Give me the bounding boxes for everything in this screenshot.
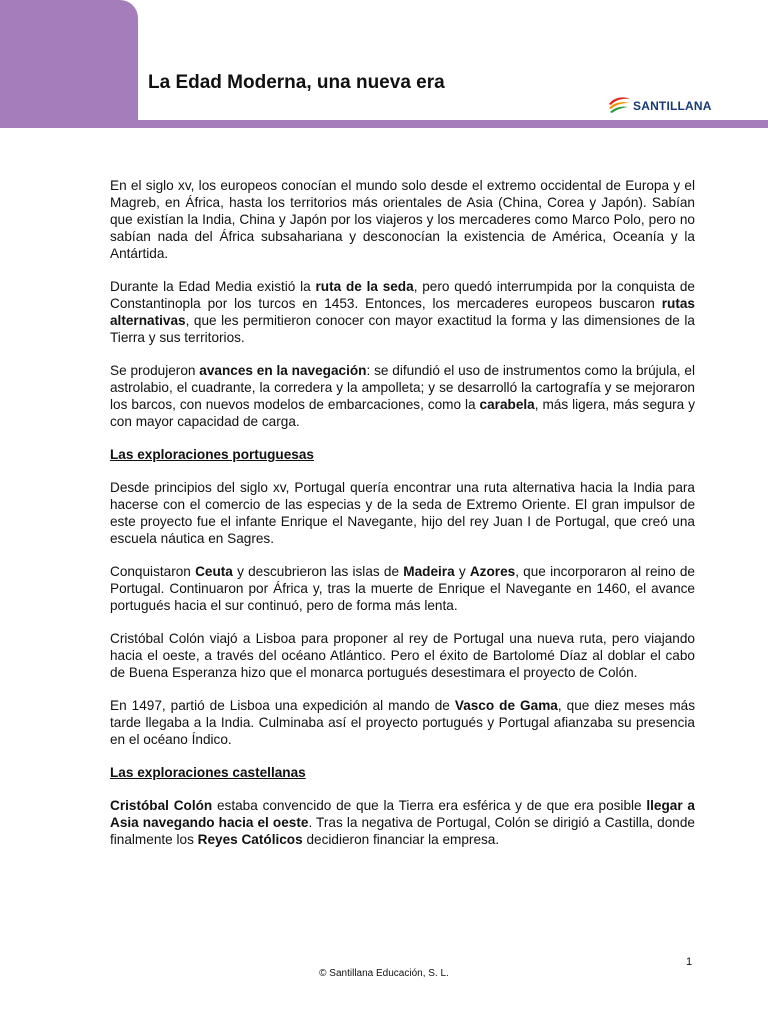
bold-text: Azores <box>469 564 516 579</box>
section-heading-portuguesas: Las exploraciones portuguesas <box>110 447 314 462</box>
bold-text: llegar a Asia navegando hacia el oeste <box>110 798 695 830</box>
document-body <box>110 177 695 864</box>
logo-text: SANTILLANA <box>633 99 712 113</box>
bold-text: avances en la navegación <box>199 363 367 378</box>
text-run: , más ligera, más segura y con mayor capacidad de carga. <box>110 397 695 429</box>
text-run: , que incorporaron al reino de Portugal. Continuaron por África y, tras la muerte de Enrique el Navegante en 1460, el avance portugués hacia el sur continuó, pero de forma más lenta. <box>110 564 695 613</box>
text-run: , pero quedó interrumpida por la conquista de Constantinopla por los turcos en 1453. Entonces, los mercaderes europeos buscaron <box>110 279 695 311</box>
bold-text: Reyes Católicos <box>197 832 303 847</box>
bold-text: Cristóbal Colón <box>110 798 213 813</box>
paragraph-vasco-gama <box>110 697 695 748</box>
text-run: decidieron financiar la empresa. <box>302 832 500 847</box>
paragraph-conquistas <box>110 563 695 614</box>
paragraph-ruta-seda <box>110 278 695 346</box>
paragraph-navegacion <box>110 362 695 430</box>
paragraph-colon-lisboa: Cristóbal Colón viajó a Lisboa para proponer al rey de Portugal una nueva ruta, pero viajando hacia el oeste, a través del océano Atlántico. Pero el éxito de Bartolomé Díaz al doblar el cabo de Buena Esperanza hizo que el monarca portugués desestimara el proyecto de Colón. <box>110 631 695 680</box>
header-rule <box>138 120 768 128</box>
text-run: y <box>454 564 470 579</box>
header-tab <box>0 0 138 128</box>
text-run: En 1497, partió de Lisboa una expedición al mando de <box>110 698 455 713</box>
bold-text: ruta de la seda <box>315 279 414 294</box>
copyright-footer: © Santillana Educación, S. L. <box>319 968 449 979</box>
paragraph-portugal: Desde principios del siglo xv, Portugal quería encontrar una ruta alternativa hacia la India para hacerse con el comercio de las especias y de la seda de Extremo Oriente. El gran impulsor de este proyecto fue el infante Enrique el Navegante, hijo del rey Juan I de Portugal, que creó una escuela náutica en Sagres. <box>110 480 695 546</box>
text-run: Conquistaron <box>110 564 196 579</box>
text-run: Se produjeron <box>110 363 200 378</box>
section-heading-castellanas: Las exploraciones castellanas <box>110 765 306 780</box>
santillana-logo <box>606 93 712 119</box>
page-number: 1 <box>686 956 693 968</box>
text-run: Durante la Edad Media existió la <box>110 279 316 294</box>
paragraph-siglo-xv: En el siglo xv, los europeos conocían el mundo solo desde el extremo occidental de Europa y el Magreb, en África, hasta los territorios más orientales de Asia (China, Corea y Japón). Sabían que existían la India, China y Japón por los viajeros y los mercaderes como Marco Polo, pero no sabían nada del África subsahariana y desconocían la existencia de América, Oceanía y la Antártida. <box>110 178 695 261</box>
bold-text: Madeira <box>403 564 455 579</box>
text-run: . Tras la negativa de Portugal, Colón se dirigió a Castilla, donde finalmente los <box>110 815 695 847</box>
text-run: , que diez meses más tarde llegaba a la India. Culminaba así el proyecto portugués y Portugal afianzaba su presencia en el océano Índico. <box>110 698 695 747</box>
santillana-swoosh-icon <box>606 95 632 117</box>
text-run: estaba convencido de que la Tierra era esférica y de que era posible <box>212 798 647 813</box>
bold-text: Vasco de Gama <box>454 698 558 713</box>
bold-text: Ceuta <box>195 564 233 579</box>
bold-text: rutas alternativas <box>110 296 695 328</box>
text-run: , que les permitieron conocer con mayor exactitud la forma y las dimensiones de la Tierra y sus territorios. <box>110 313 695 345</box>
text-run: : se difundió el uso de instrumentos como la brújula, el astrolabio, el cuadrante, la corredera y la ampolleta; y se desarrolló la cartografía y se mejoraron los barcos, con nuevos modelos de embarcaciones, como la <box>110 363 695 412</box>
page-title: La Edad Moderna, una nueva era <box>148 72 445 93</box>
paragraph-colon-castilla <box>110 797 695 848</box>
bold-text: carabela <box>479 397 535 412</box>
text-run: y descubrieron las islas de <box>232 564 404 579</box>
